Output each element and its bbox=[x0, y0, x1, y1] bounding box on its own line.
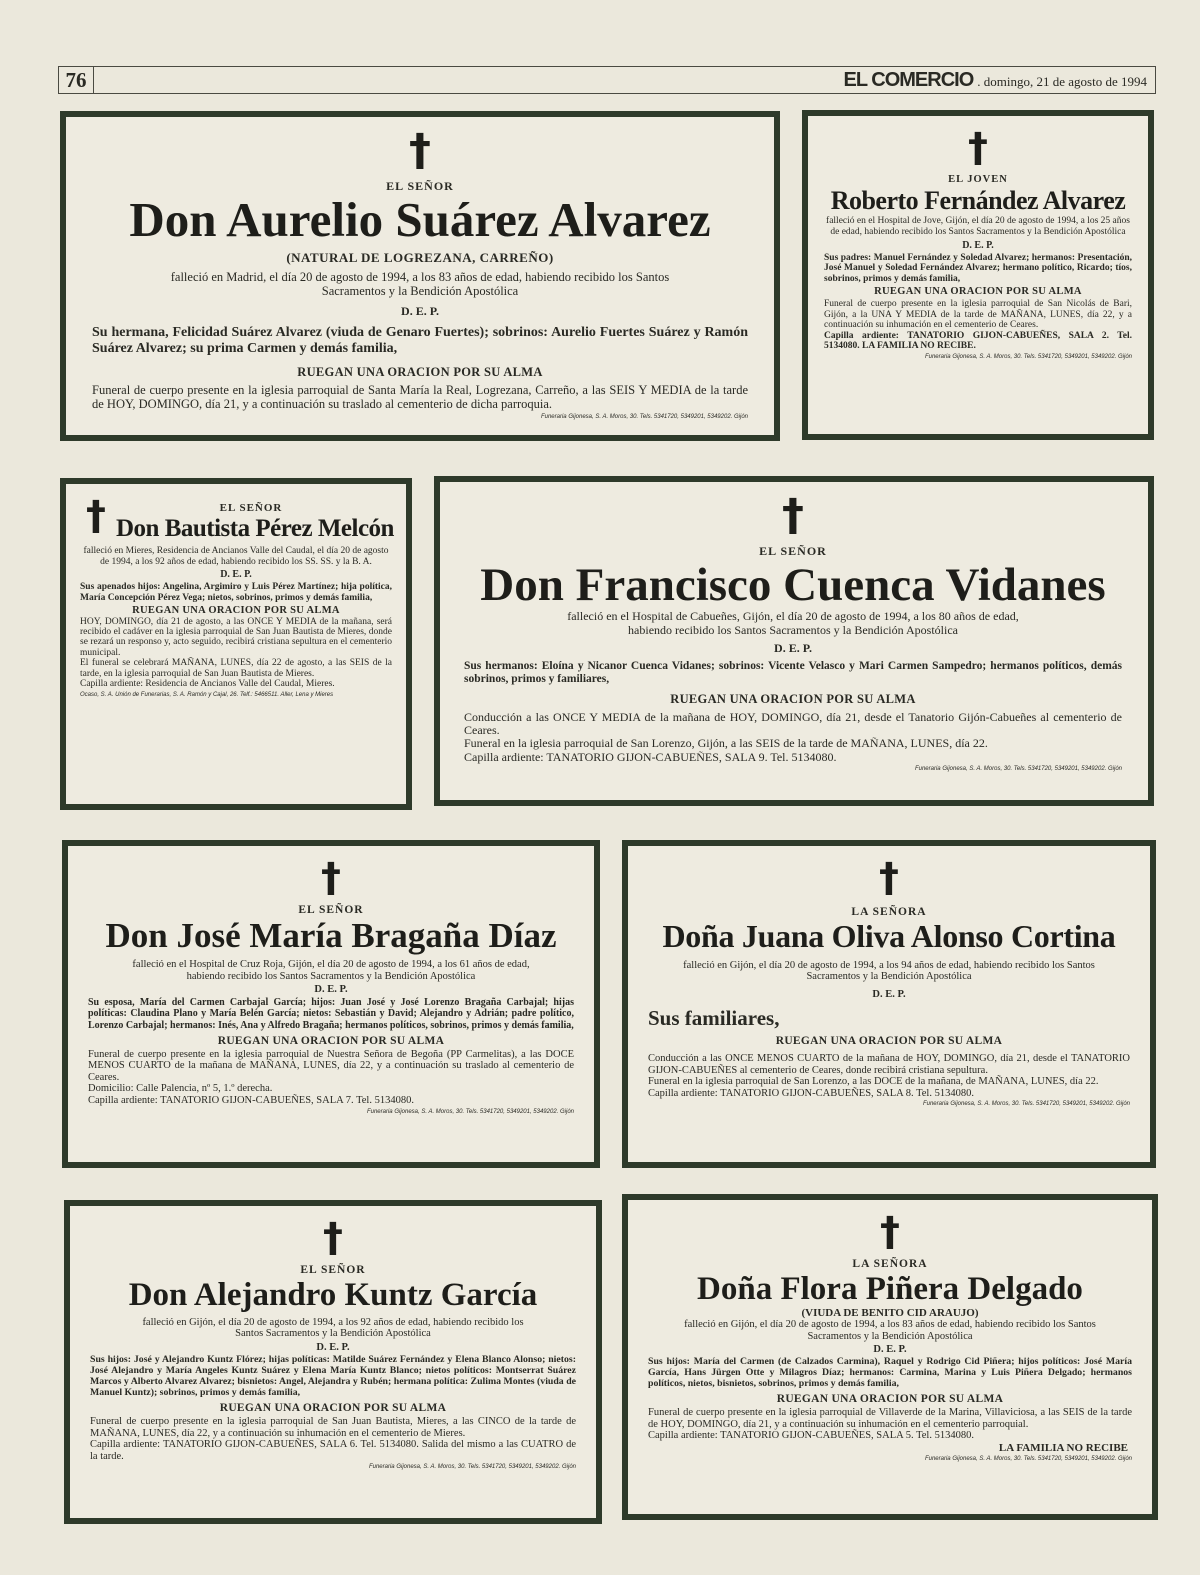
deceased-name: Roberto Fernández Alvarez bbox=[830, 186, 1126, 215]
deceased-name: Doña Juana Oliva Alonso Cortina bbox=[662, 918, 1116, 954]
death-notice: falleció en Mieres, Residencia de Ancianos Valle del Caudal, el día 20 de agosto de 1994, a los 92 años de edad, habiendo recibido los SS. SS. y la B. A. bbox=[83, 546, 389, 567]
funeral-home: Funeraria Gijonesa, S. A. Moros, 30. Tels. 5341720, 5349201, 5349202. Gijón bbox=[924, 353, 1132, 360]
chapel-info: Capilla ardiente: TANATORIO GIJON-CABUEÑES, SALA 8. Tel. 5134080. bbox=[648, 1087, 974, 1099]
chapel-info: Capilla ardiente: TANATORIO GIJON-CABUEÑES, SALA 2. Tel. 5134080. LA FAMILIA NO RECIBE. bbox=[824, 330, 1132, 352]
funeral-info: Funeral de cuerpo presente en la iglesia parroquial de Nuestra Señora de Begoña (PP Carmelitas), a las DOCE MENOS CUARTO de la mañana de MAÑANA, LUNES, día 22, y a continuación su traslado al cementerio de Ceares. bbox=[88, 1048, 574, 1083]
death-notice: falleció en Gijón, el día 20 de agosto de 1994, a los 92 años de edad, habiendo recibido los Santos Sacramentos y la Bendición Apostólica bbox=[142, 1316, 524, 1340]
deceased-name: Don Francisco Cuenca Vidanes bbox=[480, 559, 1106, 611]
funeral-info: Conducción a las ONCE Y MEDIA de la mañana de HOY, DOMINGO, día 21, desde el Tanatorio Gijón-Cabueñes al cementerio de Ceares. bbox=[464, 709, 1122, 738]
cross-icon: † bbox=[968, 125, 988, 171]
cross-icon: † bbox=[880, 1209, 900, 1255]
funeral-home: Funeraria Gijonesa, S. A. Moros, 30. Tels. 5341720, 5349201, 5349202. Gijón bbox=[540, 413, 748, 420]
title-label: EL SEÑOR bbox=[298, 904, 364, 916]
obituary-jose-maria-bragana bbox=[62, 840, 600, 1168]
family: Sus apenados hijos: Angelina, Argimiro y Luis Pérez Martínez; hija política, María Concepción Pérez Vega; nietos, sobrinos, primos y demás familia, bbox=[80, 582, 392, 603]
death-notice: falleció en el Hospital de Cruz Roja, Gijón, el día 20 de agosto de 1994, a los 61 años de edad, habiendo recibido los Santos Sacramentos y la Bendición Apostólica bbox=[132, 958, 530, 982]
domicile-info: Domicilio: Calle Palencia, nº 5, 1.º derecha. bbox=[88, 1083, 273, 1095]
dep: D. E. P. bbox=[962, 239, 994, 251]
family: Su hermana, Felicidad Suárez Alvarez (viuda de Genaro Fuertes); sobrinos: Aurelio Fuertes Suárez y Ramón Suárez Alvarez; su prima Carmen y demás familia, bbox=[92, 324, 748, 357]
masthead: EL COMERCIO bbox=[843, 69, 974, 91]
funeral-home: Funeraria Gijonesa, S. A. Moros, 30. Tels. 5341720, 5349201, 5349202. Gijón bbox=[924, 1456, 1132, 1463]
dep: D. E. P. bbox=[316, 1342, 350, 1354]
deceased-name: Don Bautista Pérez Melcón bbox=[116, 515, 394, 542]
obituary-roberto-fernandez bbox=[802, 110, 1154, 440]
funeral-info: HOY, DOMINGO, día 21 de agosto, a las ONCE Y MEDIA de la mañana, será recibido el cadáver en la iglesia parroquial de San Juan Bautista de Mieres, donde se rezará un responso y, acto seguido, recibirá cristiana sepultura en el cementerio municipal. bbox=[80, 616, 392, 658]
obituary-aurelio-suarez bbox=[60, 111, 780, 441]
header-right bbox=[844, 68, 1147, 94]
funeral-info-2: El funeral se celebrará MAÑANA, LUNES, día 22 de agosto, a las SEIS de la tarde, en la iglesia parroquial de San Juan Bautista de Mieres. bbox=[80, 658, 392, 679]
obituary-juana-oliva-alonso bbox=[622, 840, 1156, 1168]
dep: D. E. P. bbox=[314, 984, 348, 996]
title-label: EL SEÑOR bbox=[300, 1264, 366, 1276]
deceased-name: Don Aurelio Suárez Alvarez bbox=[129, 192, 711, 247]
title-label: LA SEÑORA bbox=[851, 906, 927, 918]
funeral-info: Funeral de cuerpo presente en la iglesia parroquial de San Nicolás de Bari, Gijón, a la UNA Y MEDIA de la tarde de MAÑANA, LUNES, día 22, y a continuación su inhumación en el cementerio de Ceares. bbox=[824, 299, 1132, 331]
chapel-info: Capilla ardiente: TANATORIO GIJON-CABUEÑES, SALA 7. Tel. 5134080. bbox=[88, 1095, 414, 1106]
no-reception-note: LA FAMILIA NO RECIBE bbox=[998, 1442, 1128, 1454]
dep: D. E. P. bbox=[401, 303, 439, 318]
death-notice: falleció en Madrid, el día 20 de agosto de 1994, a los 83 años de edad, habiendo recibido los Santos Sacramentos y la Bendición Apostólica bbox=[170, 269, 670, 298]
death-notice: falleció en Gijón, el día 20 de agosto de 1994, a los 83 años de edad, habiendo recibido los Santos Sacramentos y la Bendición Apostólica bbox=[684, 1318, 1096, 1342]
chapel-info: Capilla ardiente: TANATORIO GIJON-CABUEÑES, SALA 6. Tel. 5134080. Salida del mismo a las CUATRO de la tarde. bbox=[90, 1439, 576, 1462]
origin: (NATURAL DE LOGREZANA, CARREÑO) bbox=[286, 250, 554, 266]
chapel-info: Capilla ardiente: TANATORIO GIJON-CABUEÑES, SALA 5. Tel. 5134080. bbox=[648, 1430, 974, 1442]
death-notice: falleció en el Hospital de Cabueñes, Gijón, el día 20 de agosto de 1994, a los 80 años de edad, habiendo recibido los Santos Sacramentos y la Bendición Apostólica bbox=[567, 609, 1019, 637]
cross-icon: † bbox=[323, 1215, 343, 1261]
dep: D. E. P. bbox=[774, 641, 812, 656]
death-notice: falleció en Gijón, el día 20 de agosto de 1994, a los 94 años de edad, habiendo recibido los Santos Sacramentos y la Bendición Apostólica bbox=[683, 959, 1095, 983]
cross-icon: † bbox=[86, 493, 106, 539]
ruegan: RUEGAN UNA ORACION POR SU ALMA bbox=[297, 365, 543, 380]
funeral-info: Funeral de cuerpo presente en la iglesia parroquial de San Juan Bautista, Mieres, a las CINCO de la tarde de MAÑANA, LUNES, día 22, y a continuación su inhumación en el cementerio de Mieres. bbox=[90, 1416, 576, 1439]
cross-icon: † bbox=[321, 855, 341, 901]
obituary-bautista-perez bbox=[60, 478, 412, 810]
cross-icon: † bbox=[409, 125, 431, 176]
funeral-info-2: Funeral en la iglesia parroquial de San Lorenzo, a las DOCE de la mañana, de MAÑANA, LUNES, día 22. bbox=[648, 1076, 1099, 1088]
funeral-home: Funeraria Gijonesa, S. A. Moros, 30. Tels. 5341720, 5349201, 5349202. Gijón bbox=[366, 1108, 574, 1115]
ruegan: RUEGAN UNA ORACION POR SU ALMA bbox=[132, 604, 340, 616]
funeral-info-2: Funeral en la iglesia parroquial de San Lorenzo, Gijón, a las SEIS de la tarde de MAÑANA, LUNES, día 22. bbox=[464, 736, 988, 751]
funeral-home: Funeraria Gijonesa, S. A. Moros, 30. Tels. 5341720, 5349201, 5349202. Gijón bbox=[914, 765, 1122, 772]
ruegan: RUEGAN UNA ORACION POR SU ALMA bbox=[775, 1035, 1003, 1048]
family: Sus hijos: José y Alejandro Kuntz Flórez; hijas políticas: Matilde Suárez Fernández y Elena Blanco Alonso; nietos: José Alejandro y María Angeles Kuntz Suárez y Elena María Kuntz Blanco; nietos políticos: Montserrat Suárez Marcos y Alberto Alvarez Alvarez; bisnietos: Angel, Alejandra y Rubén; hermana política: Zulima Montes (viuda de Manuel Kuntz); sobrinos, primos y demás familia, bbox=[90, 1354, 576, 1399]
funeral-info: Conducción a las ONCE MENOS CUARTO de la mañana de HOY, DOMINGO, día 21, desde el TANATORIO GIJON-CABUEÑES al cementerio de Ceares, donde recibirá cristiana sepultura. bbox=[648, 1053, 1130, 1076]
origin: (VIUDA DE BENITO CID ARAUJO) bbox=[801, 1306, 979, 1319]
title-label: LA SEÑORA bbox=[852, 1258, 928, 1270]
title-label: EL SEÑOR bbox=[759, 544, 827, 558]
deceased-name: Don José María Bragaña Díaz bbox=[105, 916, 557, 955]
family: Sus padres: Manuel Fernández y Soledad Alvarez; hermanos: Presentación, José Manuel y Soledad Fernández Alvarez; hermano político, Ricardo; tíos, sobrinos, primos y demás familia, bbox=[824, 252, 1132, 284]
ruegan: RUEGAN UNA ORACION POR SU ALMA bbox=[776, 1393, 1004, 1406]
cross-icon: † bbox=[782, 490, 804, 541]
chapel-info: Capilla ardiente: Residencia de Ancianos Valle del Caudal, Mieres. bbox=[80, 679, 335, 690]
funeral-info: Funeral de cuerpo presente en la iglesia parroquial de Santa María la Real, Logrezana, Carreño, a las SEIS Y MEDIA de la tarde de HOY, DOMINGO, día 21, y a continuación su traslado al cementerio de dicha parroquia. bbox=[92, 383, 748, 411]
death-notice: falleció en el Hospital de Jove, Gijón, el día 20 de agosto de 1994, a los 25 años de edad, habiendo recibido los Santos Sacramentos y la Bendición Apostólica bbox=[826, 216, 1130, 237]
funeral-home: Funeraria Gijonesa, S. A. Moros, 30. Tels. 5341720, 5349201, 5349202. Gijón bbox=[368, 1464, 576, 1471]
funeral-home: Ocaso, S. A. Unión de Funerarias, S. A. Ramón y Cajal, 26. Telf.: 5466511. Aller, Lena y Mieres bbox=[80, 691, 334, 698]
title-label: EL SEÑOR bbox=[219, 502, 283, 514]
deceased-name: Don Alejandro Kuntz García bbox=[128, 1277, 538, 1313]
title-label: EL JOVEN bbox=[948, 174, 1008, 185]
dep: D. E. P. bbox=[873, 1344, 907, 1356]
ruegan: RUEGAN UNA ORACION POR SU ALMA bbox=[670, 691, 916, 706]
cross-icon: † bbox=[879, 855, 899, 901]
page-header bbox=[58, 66, 1156, 94]
obituary-alejandro-kuntz bbox=[64, 1200, 602, 1524]
ruegan: RUEGAN UNA ORACION POR SU ALMA bbox=[219, 1402, 447, 1415]
page-number: 76 bbox=[59, 67, 94, 93]
ruegan: RUEGAN UNA ORACION POR SU ALMA bbox=[217, 1034, 445, 1047]
family: Su esposa, María del Carmen Carbajal García; hijos: Juan José y José Lorenzo Bragaña Carbajal; hijas políticas: Claudina Plano y María Belén García; nietos: Sebastián y David; Alejandro y Adrián; padre político, Lorenzo Carbajal; hermanos: Inés, Ana y Alfredo Bragaña; hermanos políticos, sobrinos, primos y demás familia, bbox=[88, 997, 574, 1031]
ruegan: RUEGAN UNA ORACION POR SU ALMA bbox=[874, 286, 1082, 298]
funeral-home: Funeraria Gijonesa, S. A. Moros, 30. Tels. 5341720, 5349201, 5349202. Gijón bbox=[922, 1101, 1130, 1108]
title-label: EL SEÑOR bbox=[386, 179, 454, 193]
funeral-info: Funeral de cuerpo presente en la iglesia parroquial de Villaverde de la Marina, Villaviciosa, a las SEIS de la tarde de HOY, DOMINGO, día 21, y a continuación su inhumación en el cementerio parroquial. bbox=[648, 1407, 1132, 1430]
family: Sus hermanos: Eloína y Nicanor Cuenca Vidanes; sobrinos: Vicente Velasco y Mari Carmen Sampedro; hermanos políticos, demás sobrinos, primos y familiares, bbox=[464, 660, 1122, 686]
family: Sus hijos: María del Carmen (de Calzados Carmina), Raquel y Rodrigo Cid Piñera; hijos políticos: José María García, Hans Jürgen Otte y Milagros Díaz; hermanos: Carmina, Marina y Luis Piñera Delgado; hermanos políticos, nietos, bisnietos, sobrinos, primos y demás familia, bbox=[648, 1356, 1132, 1390]
dep: D. E. P. bbox=[872, 989, 906, 1001]
issue-date: . domingo, 21 de agosto de 1994 bbox=[977, 74, 1147, 89]
chapel-info: Capilla ardiente: TANATORIO GIJON-CABUEÑES, SALA 9. Tel. 5134080. bbox=[464, 749, 837, 764]
dep: D. E. P. bbox=[220, 569, 252, 581]
obituary-francisco-cuenca bbox=[434, 476, 1154, 806]
family: Sus familiares, bbox=[648, 1006, 780, 1031]
deceased-name: Doña Flora Piñera Delgado bbox=[697, 1271, 1083, 1307]
obituary-flora-pinera bbox=[622, 1194, 1158, 1520]
